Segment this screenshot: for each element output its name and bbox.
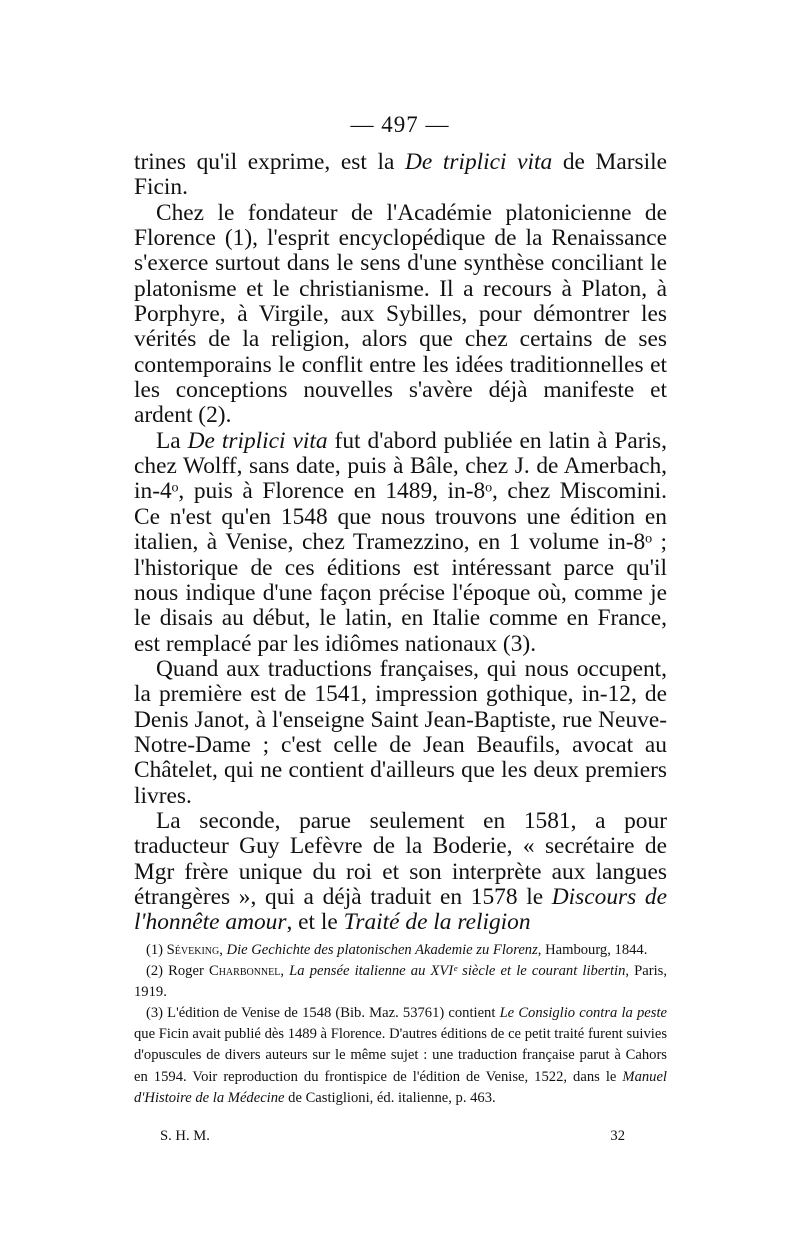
footnote-text-c: de Castiglioni, éd. italienne, p. 463. — [284, 1089, 496, 1106]
footnote-title: Manuel d'Histoire de la Médecine — [134, 1068, 667, 1106]
main-text — [134, 150, 667, 936]
footnote-rest: , Paris, 1919. — [134, 963, 668, 1001]
book-title: De triplici vita — [187, 427, 328, 454]
paragraph-3-text-a: La — [156, 427, 188, 454]
paragraph-1-text-a: trines qu'il exprime, est la — [134, 149, 405, 175]
footnote-2 — [134, 961, 667, 1003]
book-title: Traité de la religion — [343, 909, 531, 936]
footnote-1 — [134, 940, 667, 961]
page-footer — [160, 1128, 625, 1145]
sheet-number: 32 — [610, 1128, 625, 1144]
footnote-author: Séveking — [166, 942, 220, 958]
paragraph-3-text-b: fut d'abord publiée en latin à Paris, chez Wolff, sans date, puis à Bâle, chez J. de Amerbach, in-4ᵒ, puis à Florence en 1489, in-8ᵒ, chez Miscomini. Ce n'est qu'en 1548 que nous trouvons une édition en italien, à Venise, chez Tramezzino, en 1 volume in-8ᵒ ; l'historique de ces éditions est intéressant parce qu'il nous indique d'une façon précise l'époque où, comme je le disais au début, le latin, en Italie comme en France, est remplacé par les idiômes nationaux (3). — [134, 427, 667, 657]
signature-mark: S. H. M. — [160, 1128, 210, 1144]
page-number: — 497 — — [350, 112, 450, 137]
footnote-text-a: (3) L'édition de Venise de 1548 (Bib. Maz. 53761) contient — [146, 1005, 500, 1022]
paragraph-5-text-b: , et le — [286, 909, 344, 936]
paragraph-5 — [134, 809, 667, 936]
footnote-author: Charbonnel — [208, 963, 281, 980]
paragraph-4: Quand aux traductions françaises, qui nous occupent, la première est de 1541, impression gothique, in-12, de Denis Janot, à l'enseigne Saint Jean-Baptiste, rue Neuve-Notre-Dame ; c'est celle de Jean Beaufils, avocat au Châtelet, qui ne contient d'ailleurs que les deux premiers livres. — [134, 655, 667, 809]
footnote-3 — [134, 1003, 667, 1108]
footnote-text-b: que Ficin avait publié dès 1489 à Florence. D'autres éditions de ce petit traité furent suivies d'opuscules de divers auteurs sur le même sujet : une traduction française parut à Cahors en 1594. Voir reproduction du frontispice de l'édition de Venise, 1522, dans le — [134, 1026, 667, 1085]
paragraph-2: Chez le fondateur de l'Académie platonicienne de Florence (1), l'esprit encyclopédique de la Renaissance s'exerce surtout dans le sens d'une synthèse conciliant le platonisme et le christianisme. Il a recours à Platon, à Porphyre, à Virgile, aux Sybilles, pour démontrer les vérités de la religion, alors que chez certains de ses contemporains le conflit entre les idées traditionnelles et les conceptions nouvelles s'avère déjà manifeste et ardent (2). — [134, 199, 667, 429]
paragraph-1 — [134, 150, 667, 201]
footnote-number: (1) — [146, 942, 167, 958]
footnotes — [134, 940, 667, 1109]
footnote-separator: , — [280, 963, 290, 980]
footnote-title: La pensée italienne au XVIᵉ siècle et le courant libertin — [289, 963, 626, 980]
paragraph-5-text-a: La seconde, parue seulement en 1581, a pour traducteur Guy Lefèvre de la Boderie, « secrétaire de Mgr frère unique du roi et son interprète aux langues étrangères », qui a déjà traduit en 1578 le — [134, 807, 667, 910]
book-title: De triplici vita — [404, 149, 553, 175]
paragraph-3 — [134, 429, 667, 657]
footnote-title: Le Consiglio contra la peste — [499, 1005, 667, 1022]
footnote-title: Die Gechichte des platonischen Akademie zu Florenz — [226, 942, 538, 958]
footnote-rest: , Hambourg, 1844. — [537, 942, 648, 958]
footnote-separator: , — [219, 942, 227, 958]
paragraph-1-text-b: de Marsile Ficin. — [134, 149, 667, 201]
footnote-number: (2) Roger — [146, 963, 209, 980]
book-title: Discours de l'honnête amour — [134, 883, 667, 936]
